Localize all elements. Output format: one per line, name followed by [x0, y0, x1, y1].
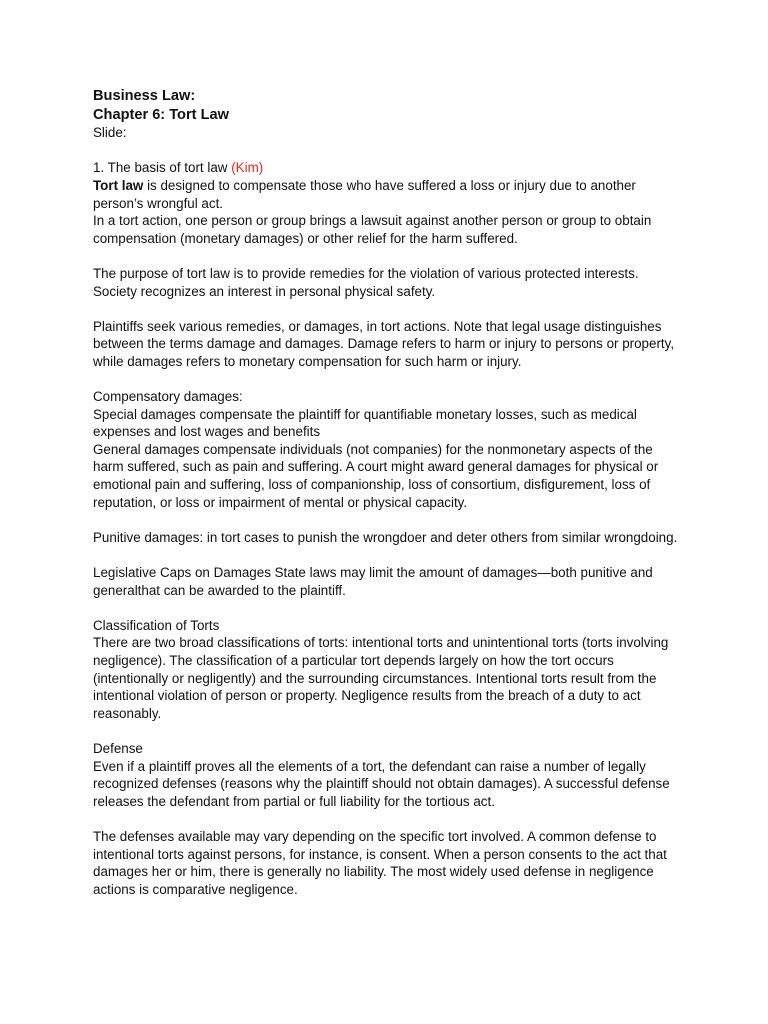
spacer	[93, 142, 683, 160]
purpose-paragraph: The purpose of tort law is to provide remedies for the violation of various protected interests. Society recognizes an interest in personal physical safety.	[93, 265, 639, 299]
general-damages-paragraph: General damages compensate individuals (not companies) for the nonmonetary aspects of the harm suffered, such as pain and suffering. A court might award general damages for physical or emotional pain and suffering, loss of companionship, loss of consortium, disfigurement, loss of reputation, or loss or impairment of mental or physical capacity.	[93, 441, 659, 510]
punitive-damages-paragraph: Punitive damages: in tort cases to punish the wrongdoer and deter others from similar wrongdoing.	[93, 529, 678, 545]
section-heading-text: 1. The basis of tort law	[93, 160, 228, 176]
classification-heading: Classification of Torts	[93, 617, 220, 633]
author-tag: (Kim)	[231, 160, 264, 176]
special-damages-paragraph: Special damages compensate the plaintiff for quantifiable monetary losses, such as medical expenses and lost wages and benefits	[93, 406, 637, 440]
tort-law-definition	[93, 177, 683, 212]
spacer	[93, 511, 683, 529]
spacer	[93, 247, 683, 265]
spacer	[93, 300, 683, 318]
tort-law-definition-text: is designed to compensate those who have suffered a loss or injury due to another person’s wrongful act.	[93, 177, 636, 211]
compensatory-heading: Compensatory damages:	[93, 389, 243, 405]
document-page	[93, 87, 683, 898]
remedies-paragraph: Plaintiffs seek various remedies, or damages, in tort actions. Note that legal usage distinguishes between the terms damage and damages. Damage refers to harm or injury to persons or property, while damages refers to monetary compensation for such harm or injury.	[93, 318, 675, 369]
tort-action-paragraph: In a tort action, one person or group brings a lawsuit against another person or group to obtain compensation (monetary damages) or other relief for the harm suffered.	[93, 213, 652, 246]
defense-heading: Defense	[93, 740, 143, 756]
tort-law-term: Tort law	[93, 177, 144, 193]
defense-paragraph: Even if a plaintiff proves all the elements of a tort, the defendant can raise a number of legally recognized defenses (reasons why the plaintiff should not obtain damages). A successful defense releases the defendant from partial or full liability for the tortious act.	[93, 758, 670, 809]
spacer	[93, 722, 683, 740]
classification-paragraph: There are two broad classifications of torts: intentional torts and unintentional torts (torts involving negligence). The classification of a particular tort depends largely on how the tort occurs (intentionally or negligently) and the surrounding circumstances. Intentional torts result from the intentional violation of person or property. Negligence results from the breach of a duty to act reasonably.	[93, 635, 669, 721]
spacer	[93, 810, 683, 828]
document-title-line1: Business Law:	[93, 88, 196, 104]
spacer	[93, 546, 683, 564]
section-heading-basis	[93, 159, 683, 177]
spacer	[93, 599, 683, 617]
defenses-available-paragraph: The defenses available may vary depending on the specific tort involved. A common defense to intentional torts against persons, for instance, is consent. When a person consents to the act that damages her or him, there is generally no liability. The most widely used defense in negligence actions is comparative negligence.	[93, 828, 667, 897]
document-title-line2: Chapter 6: Tort Law	[93, 106, 229, 123]
slide-label: Slide:	[93, 125, 127, 141]
spacer	[93, 371, 683, 389]
legislative-caps-paragraph: Legislative Caps on Damages State laws may limit the amount of damages—both punitive and generalthat can be awarded to the plaintiff.	[93, 565, 653, 598]
